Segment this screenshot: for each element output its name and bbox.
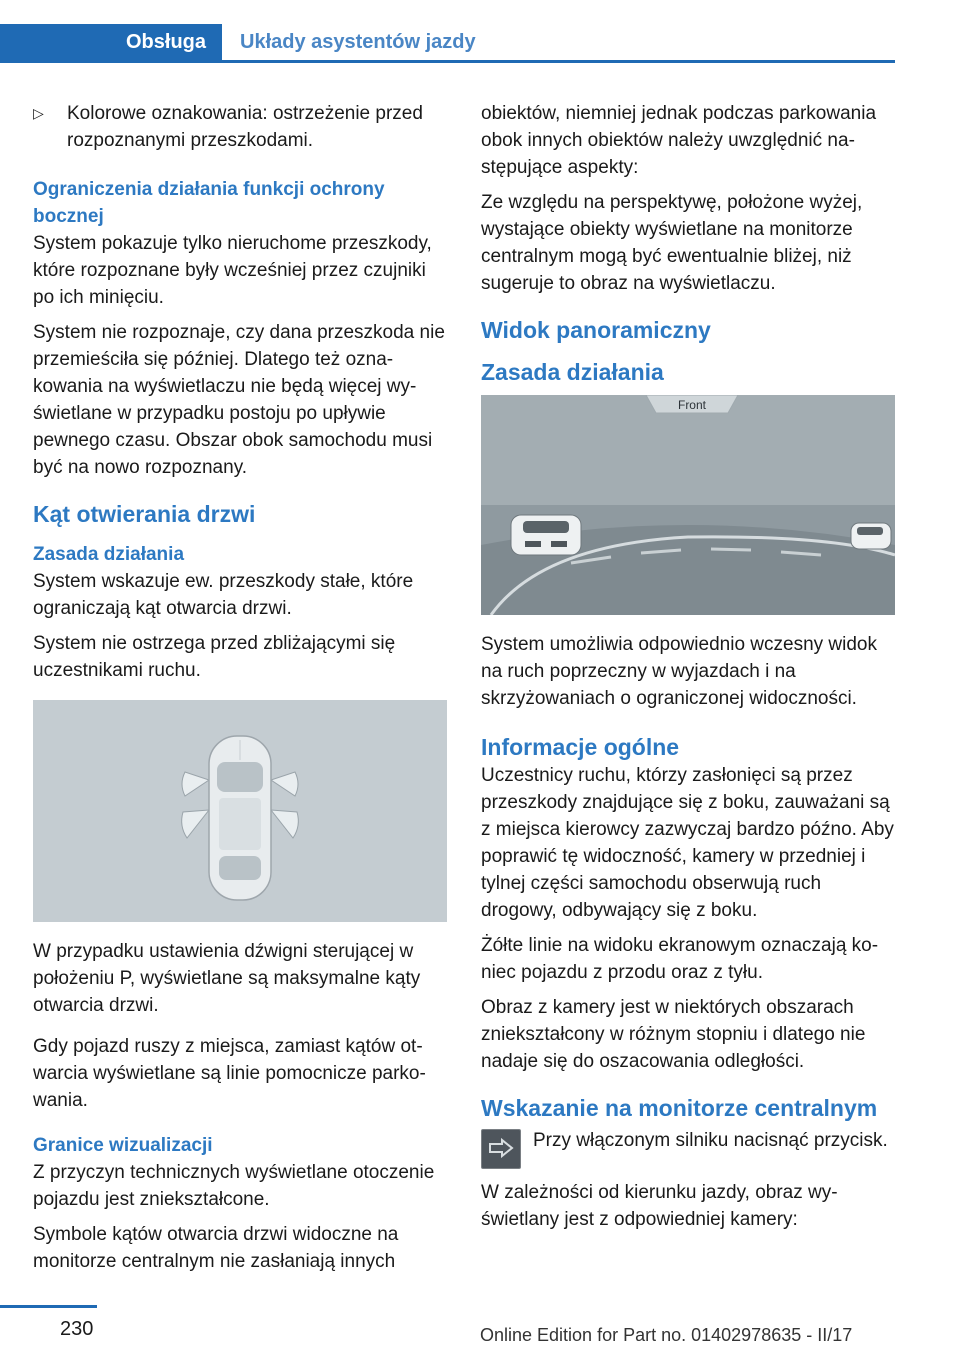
footer-rule	[0, 1305, 97, 1308]
paragraph: System wskazuje ew. przeszkody stałe, które ograniczają kąt otwarcia drzwi.	[33, 571, 414, 619]
camera-button-icon	[481, 1129, 521, 1169]
paragraph: Symbole kątów otwarcia drzwi widoczne na monitorze centralnym nie zasłaniają innych	[33, 1224, 399, 1272]
panorama-figure	[481, 395, 895, 615]
paragraph: Obraz z kamery jest w niektórych obszarach zniekształcony w różnym stopniu i dlatego nie nadaje się do oszacowania odległości.	[481, 997, 866, 1072]
section-subtitle: Zasada działania	[481, 359, 664, 385]
page-number: 230	[60, 1318, 94, 1340]
door-angle-figure	[33, 700, 447, 922]
front-label: Front	[677, 398, 707, 412]
page-header	[0, 24, 895, 62]
section-heading: Granice wizualizacji	[33, 1135, 213, 1156]
section-heading: Ograniczenia działania funkcji ochrony bocznej	[33, 179, 385, 227]
section-title: Kąt otwierania drzwi	[33, 501, 256, 527]
paragraph: System nie ostrzega przed zbliżającymi się uczestnikami ruchu.	[33, 633, 396, 681]
edition-note: Online Edition for Part no. 01402978635 - II/17	[480, 1325, 853, 1345]
section-title: Wskazanie na monitorze centralnym	[481, 1095, 878, 1121]
section-tab: Układy asystentów jazdy	[240, 30, 476, 53]
section-title: Widok panoramiczny	[481, 317, 711, 343]
paragraph: System nie rozpoznaje, czy dana przeszkoda nie przemieściła się później. Dlatego też oznakowania na wyświetlaczu nie będą więcej wyświetlane w przypadku postoju po upływie pewnego czasu. Obszar obok samochodu musi być na nowo rozpoznany.	[33, 322, 445, 478]
car-top-view-illustration	[33, 700, 447, 922]
right-column	[481, 100, 895, 1241]
car-left-icon	[511, 515, 581, 555]
bullet-text: Kolorowe oznakowania: ostrzeżenie przed rozpoznanymi przeszkodami.	[67, 103, 423, 151]
left-column	[33, 100, 447, 1283]
paragraph: System pokazuje tylko nieruchome przeszkody, które rozpoznane były wcześniej przez czujniki po ich minięciu.	[33, 233, 432, 308]
paragraph: Żółte linie na widoku ekranowym oznaczają koniec pojazdu z przodu oraz z tyłu.	[481, 935, 879, 983]
paragraph: W zależności od kierunku jazdy, obraz wyświetlany jest z odpowiedniej kamery:	[481, 1182, 838, 1230]
paragraph: Uczestnicy ruchu, którzy zasłonięci są przez przeszkody znajdujące się z boku, zauważani są z miejsca kierowcy zazwyczaj bardzo późno. Aby poprawić tę widoczność, kamery w przedniej i tylnej części samochodu obserwują ruch drogowy, odbywający się z boku.	[481, 765, 894, 921]
section-subheading: Zasada działania	[33, 544, 185, 565]
bullet-triangle-icon: ▷	[33, 105, 44, 121]
bullet-item	[33, 100, 447, 154]
instruction-text: Przy włączonym silniku nacisnąć przycisk.	[533, 1130, 888, 1151]
paragraph: Ze względu na perspektywę, położone wyżej, wystające obiekty wyświetlane na monitorze centralnym mogą być ewentualnie bliżej, niż sugeruje to obraz na wyświetlaczu.	[481, 192, 863, 294]
paragraph: System umożliwia odpowiednio wczesny widok na ruch poprzeczny w wyjazdach i na skrzyżowaniach o ograniczonej widoczności.	[481, 634, 878, 709]
chapter-tab: Obsługa	[0, 24, 222, 60]
section-title: Informacje ogólne	[481, 734, 680, 760]
header-rule	[0, 60, 895, 63]
paragraph: Gdy pojazd ruszy z miejsca, zamiast kątów otwarcia wyświetlane są linie pomocnicze parkowania.	[33, 1036, 426, 1111]
paragraph: obiektów, niemniej jednak podczas parkowania obok innych obiektów należy uwzględnić następujące aspekty:	[481, 103, 877, 178]
paragraph: W przypadku ustawienia dźwigni sterującej w położeniu P, wyświetlane są maksymalne kąty otwarcia drzwi.	[33, 941, 421, 1016]
panorama-camera-illustration	[481, 395, 895, 615]
paragraph: Z przyczyn technicznych wyświetlane otoczenie pojazdu jest zniekształcone.	[33, 1162, 435, 1210]
control-instruction	[481, 1127, 895, 1169]
car-right-icon	[851, 523, 891, 549]
